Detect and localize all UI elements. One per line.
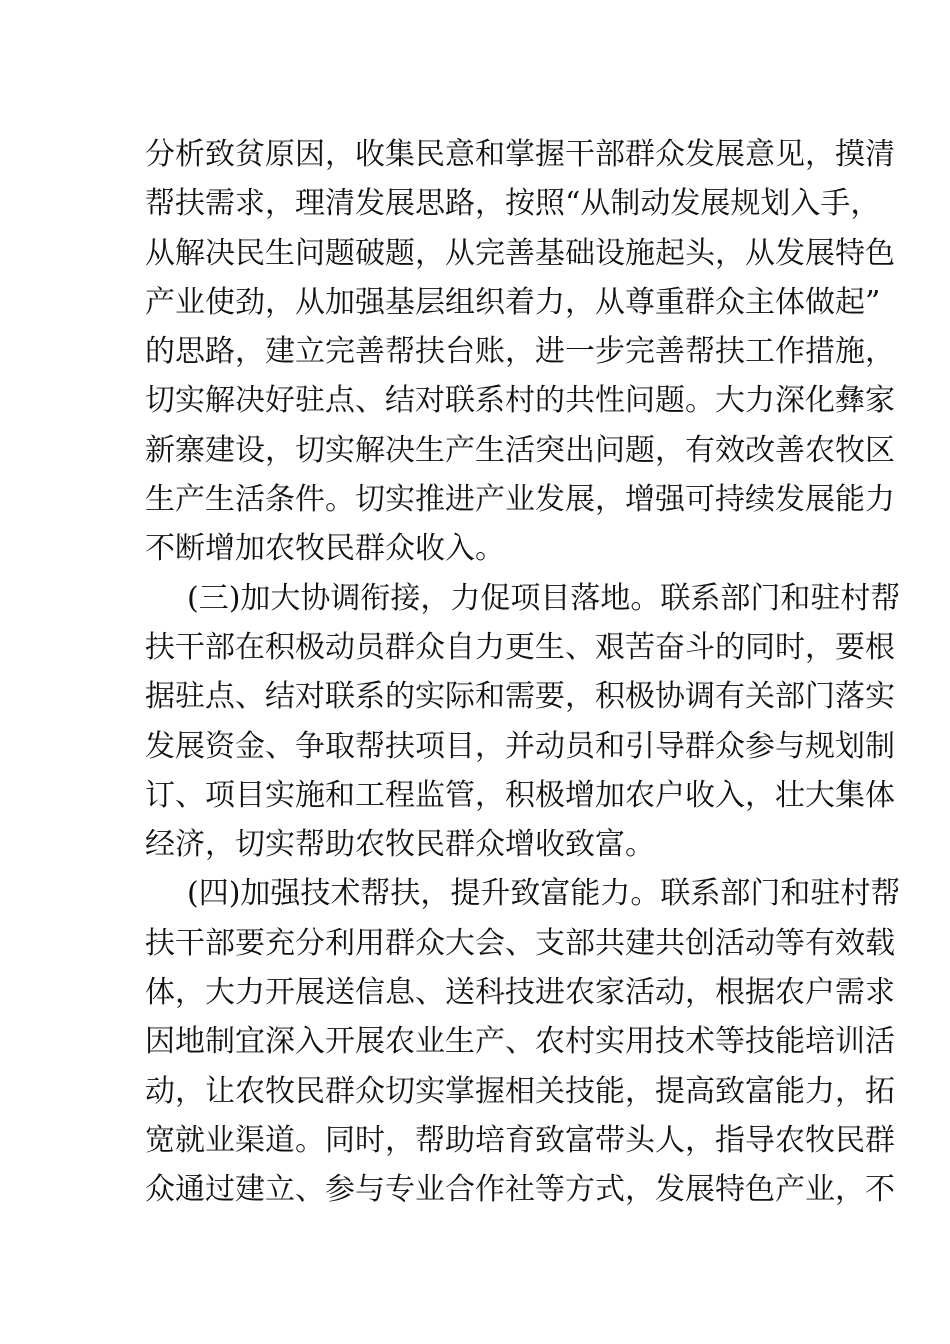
paragraph-1 — [145, 130, 895, 574]
text-line: 众通过建立、参与专业合作社等方式，发展特色产业，不 — [145, 1172, 895, 1208]
text-line: 帮扶需求，理清发展思路，按照“从制动发展规划入手， — [145, 186, 881, 222]
paragraph-3 — [145, 869, 901, 1214]
text-line: (三)加大协调衔接，力促项目落地。联系部门和驻村帮 — [187, 580, 901, 616]
text-line: 扶干部在积极动员群众自力更生、艰苦奋斗的同时，要根 — [145, 629, 895, 665]
document-body — [145, 130, 901, 1215]
text-line: 发展资金、争取帮扶项目，并动员和引导群众参与规划制 — [145, 728, 895, 764]
text-line: 产业使劲，从加强基层组织着力，从尊重群众主体做起” — [145, 284, 881, 320]
text-line: 切实解决好驻点、结对联系村的共性问题。大力深化彝家 — [145, 383, 895, 419]
text-line: 宽就业渠道。同时，帮助培育致富带头人，指导农牧民群 — [145, 1122, 895, 1158]
paragraph-2 — [145, 574, 901, 870]
text-line: 新寨建设，切实解决生产生活突出问题，有效改善农牧区 — [145, 432, 895, 468]
text-line: 订、项目实施和工程监管，积极增加农户收入，壮大集体 — [145, 777, 895, 813]
text-line: 扶干部要充分利用群众大会、支部共建共创活动等有效载 — [145, 925, 895, 961]
text-line: 经济，切实帮助农牧民群众增收致富。 — [145, 827, 655, 863]
text-line: 分析致贫原因，收集民意和掌握干部群众发展意见，摸清 — [145, 137, 895, 172]
text-line: (四)加强技术帮扶，提升致富能力。联系部门和驻村帮 — [187, 876, 901, 912]
text-line: 不断增加农牧民群众收入。 — [145, 531, 505, 567]
text-line: 的思路，建立完善帮扶台账，进一步完善帮扶工作措施， — [145, 334, 895, 370]
text-line: 生产生活条件。切实推进产业发展，增强可持续发展能力 — [145, 482, 895, 518]
text-line: 体，大力开展送信息、送科技进农家活动，根据农户需求 — [145, 975, 895, 1011]
text-line: 据驻点、结对联系的实际和需要，积极协调有关部门落实 — [145, 679, 895, 715]
text-line: 因地制宜深入开展农业生产、农村实用技术等技能培训活 — [145, 1024, 895, 1060]
text-line: 动，让农牧民群众切实掌握相关技能，提高致富能力，拓 — [145, 1073, 895, 1109]
text-line: 从解决民生问题破题，从完善基础设施起头，从发展特色 — [145, 235, 895, 271]
